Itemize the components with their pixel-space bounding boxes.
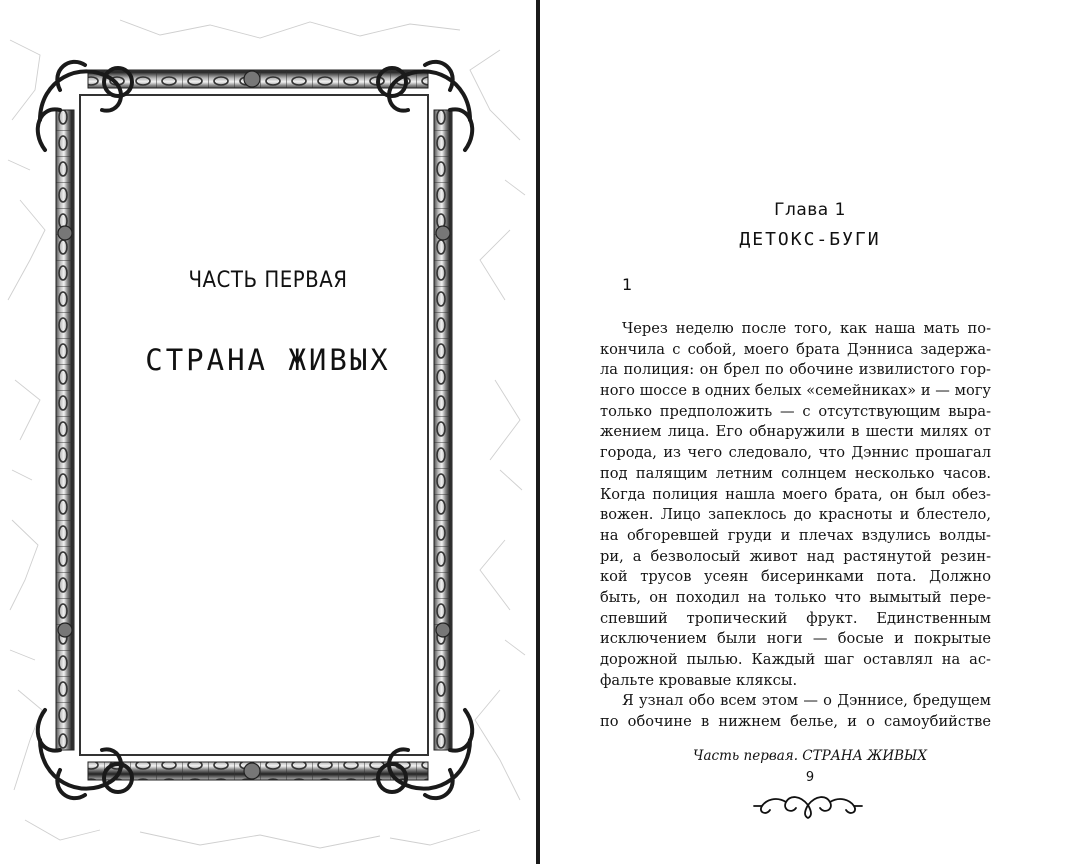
right-page [540,0,1076,864]
running-footer: Часть первая. СТРАНА ЖИВЫХ [693,748,927,764]
page-number: 9 [805,770,815,785]
text-line: фальте кровавые кляксы. [600,671,798,689]
text-line: под палящим летним солнцем несколько часов. [600,464,991,482]
text-line: ного шоссе в одних белых «семейниках» и — могу [600,382,991,400]
footer-ornament-icon [752,790,864,820]
section-number: 1 [622,275,633,294]
text-line: Когда полиция нашла моего брата, он был обез- [600,485,991,503]
part-title: СТРАНА ЖИВЫХ [145,343,391,377]
text-line: ри, а безволосый живот над растянутой резин- [600,547,991,565]
body-text [600,319,991,733]
text-line: по обочине в нижнем белье, и о самоубийстве [600,713,991,731]
chapter-label: Глава 1 [774,200,846,220]
text-line: дорожной пылью. Каждый шаг оставлял на ас- [600,651,991,668]
text-line: ла полиция: он брел по обочине извилистого гор- [600,361,991,379]
text-line: спевший тропический фрукт. Единственным [600,609,991,627]
text-line: кончила с собой, моего брата Дэнниса задержа- [600,340,991,358]
text-line: города, из чего следовало, что Дэннис прошагал [600,444,991,462]
text-line: жением лица. Его обнаружили в шести милях от [600,423,991,441]
text-line: на обгоревшей груди и плечах вздулись волды- [600,526,991,544]
text-line: только предположить — с отсутствующим выра- [600,402,991,420]
chapter-title: ДЕТОКС-БУГИ [739,229,881,250]
text-line: кой трусов усеян бисеринками пота. Должно [600,568,991,586]
text-line: вожен. Лицо запеклось до красноты и блестело, [600,506,991,524]
part-label: ЧАСТЬ ПЕРВАЯ [188,268,348,293]
text-line: Я узнал обо всем этом — о Дэннисе, бредущем [622,692,991,710]
text-line: быть, он походил на только что вымытый пере- [600,588,991,606]
text-line: исключением были ноги — босые и покрытые [600,630,991,648]
ornamental-frame [0,0,536,864]
text-line: Через неделю после того, как наша мать по- [622,320,991,337]
left-page [0,0,536,864]
